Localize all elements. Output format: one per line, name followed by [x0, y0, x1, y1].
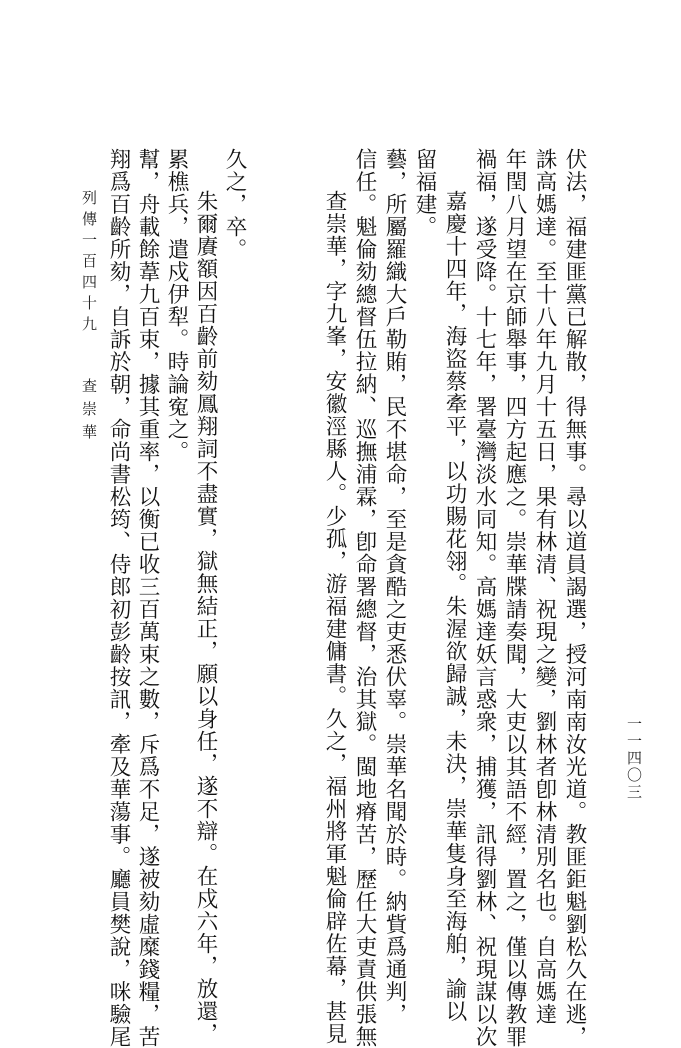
text-column: 嘉慶十四年，海盜蔡牽平，以功賜花翎。朱渥欲歸誠，未決，崇華隻身至海舶，諭以 — [442, 190, 467, 1023]
text-column: 誅高媽達。至十八年九月十五日，果有林清、祝現之變，劉林者卽林清別名也。自高媽達 — [532, 148, 557, 1026]
text-column: 禍福，遂受降。十七年，署臺灣淡水同知。高媽達妖言惑衆，捕獲，訊得劉林、祝現謀以次 — [472, 148, 497, 1048]
text-column: 信任。魁倫劾總督伍拉納、巡撫浦霖，卽命署總督，治其獄。閩地瘠苦，歷任大吏責供張無 — [352, 148, 377, 1048]
text-column: 累樵兵，遣戍伊犁。時論寃之。 — [164, 148, 189, 463]
page-number: 一一四〇三 — [625, 716, 643, 801]
text-column: 伏法，福建匪黨已解散，得無事。尋以道員謁選，授河南南汝光道。教匪鉅魁劉松久在逃， — [562, 148, 587, 1048]
text-column: 幫，舟載餘葦九百束，據其重率，以衡已收三百萬束之數，斥爲不足，遂被劾虛糜錢糧，苦 — [135, 148, 160, 1048]
text-column: 年閏八月望在京師舉事，四方起應之。崇華牒請奏聞，大吏以其語不經，置之，僅以傳教罪 — [502, 148, 527, 1048]
text-column: 翔爲百齡所劾，自訴於朝，命尚書松筠、侍郎初彭齡按訊，牽及華蕩事。廳員樊說，咪驗尾 — [106, 148, 131, 1048]
text-column: 藝，所屬羅織大戶勒賄，民不堪命，至是貪酷之吏悉伏辜。崇華名聞於時。納貲爲通判， — [382, 148, 407, 1026]
text-column: 留福建。 — [412, 148, 437, 238]
text-column: 查崇華，字九峯，安徽涇縣人。少孤，游福建傭書。久之，福州將軍魁倫辟佐幕，甚見 — [322, 190, 347, 1045]
text-column: 久之，卒。 — [222, 148, 247, 261]
text-column: 朱爾賡額因百齡前劾鳳翔詞不盡實，獄無結正，願以身任，遂不辯。在戍六年，放還， — [193, 190, 218, 1045]
running-header-subject: 查崇華 — [80, 378, 98, 447]
running-header-section: 列傳一百四十九 — [80, 190, 98, 337]
